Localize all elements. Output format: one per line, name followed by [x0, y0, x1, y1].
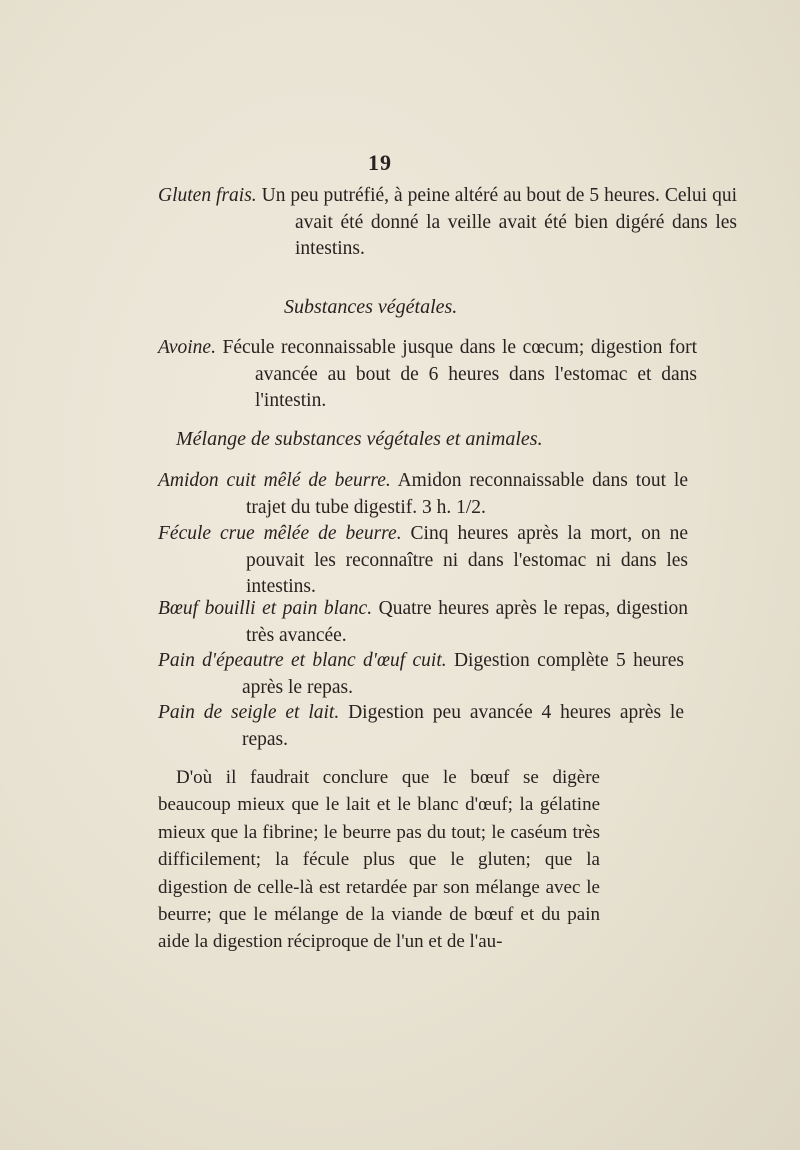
entry-text: Fécule reconnaissable jusque dans le cœcum; digestion fort avancée au bout de 6 heures dans l'estomac et dans l'intestin.: [215, 337, 697, 411]
entry-fecule-crue: [158, 521, 688, 601]
entry-term: Amidon cuit mêlé de beurre.: [158, 470, 391, 491]
entry-term: Pain de seigle et lait.: [158, 702, 340, 723]
heading-substances-vegetales: Substances végétales.: [284, 296, 458, 318]
page-number: 19: [368, 150, 392, 175]
entry-text: Un peu putréfié, à peine altéré au bout de 5 heures. Celui qui avait été donné la veille avait été bien digéré dans les intestins.: [256, 185, 737, 259]
heading-melange: Mélange de substances végétales et animales.: [176, 428, 543, 450]
entry-term: Pain d'épeautre et blanc d'œuf cuit.: [158, 650, 447, 671]
entry-term: Avoine.: [158, 337, 216, 358]
entry-text: Amidon reconnaissable dans tout le trajet du tube digestif. 3 h. 1/2.: [246, 470, 688, 518]
entry-text: Cinq heures après la mort, on ne pouvait les reconnaître ni dans l'estomac ni dans les intestins.: [246, 523, 688, 597]
entry-text: Digestion peu avancée 4 heures après le repas.: [242, 702, 684, 750]
entry-text: Quatre heures après le repas, digestion très avancée.: [246, 598, 688, 646]
entry-term: Fécule crue mêlée de beurre.: [158, 523, 402, 544]
entry-text: Digestion complète 5 heures après le repas.: [242, 650, 684, 698]
entry-term: Gluten frais.: [158, 185, 257, 206]
entry-avoine: [158, 335, 697, 415]
entry-amidon-cuit: [158, 468, 688, 521]
entry-pain-epeautre: [158, 648, 684, 701]
entry-gluten-frais: [158, 183, 737, 263]
entry-pain-seigle: [158, 700, 684, 753]
entry-term: Bœuf bouilli et pain blanc.: [158, 598, 373, 619]
conclusion-paragraph: D'où il faudrait conclure que le bœuf se digère beaucoup mieux que le lait et le blanc d'œuf; la gélatine mieux que la fibrine; le beurre pas du tout; le caséum très difficilement; la fécule plus que le gluten; que la digestion de celle-là est retardée par son mélange avec le beurre; que le mélange de la viande de bœuf et du pain aide la digestion réciproque de l'un et de l'au-: [158, 767, 600, 953]
entry-boeuf-bouilli: [158, 596, 688, 649]
